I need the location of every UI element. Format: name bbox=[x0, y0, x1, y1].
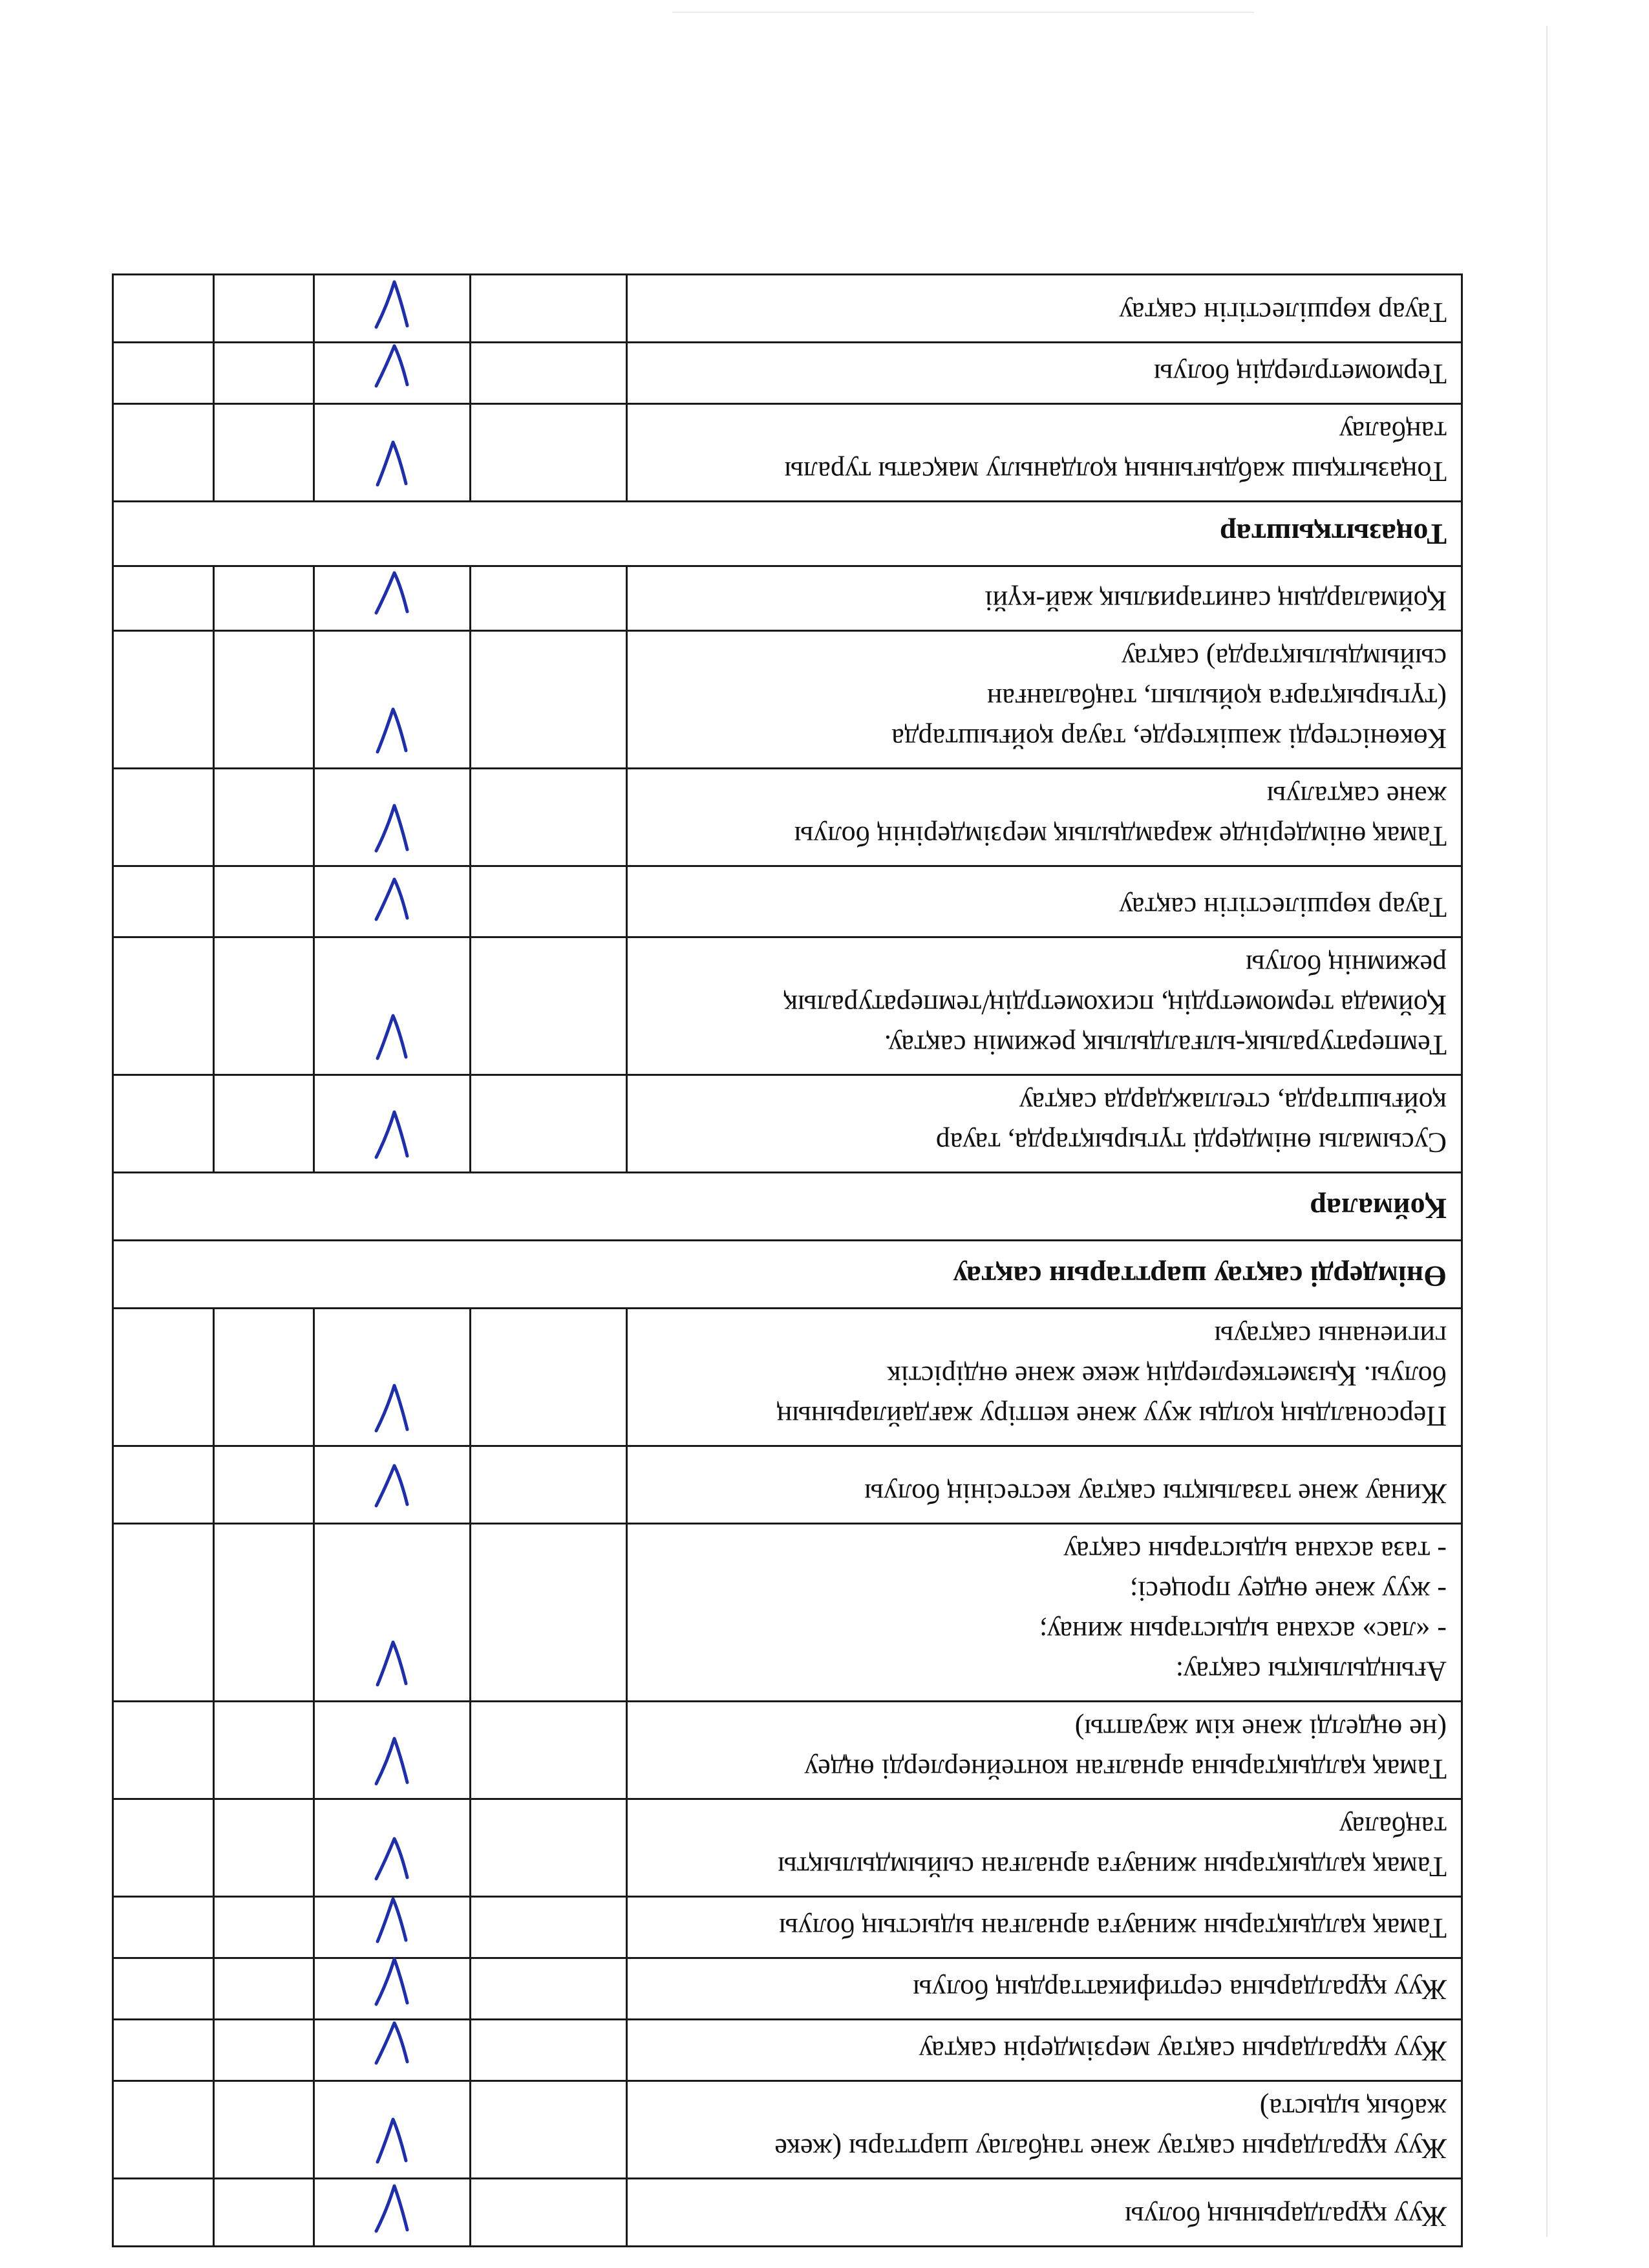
mark-cell bbox=[314, 2081, 471, 2179]
empty-cell bbox=[471, 937, 627, 1075]
empty-cell bbox=[113, 1897, 214, 1958]
empty-cell bbox=[471, 275, 627, 343]
requirement-text: Сусымалы өнімдерді түгырықтарда, тауар bbox=[935, 1127, 1447, 1159]
empty-cell bbox=[471, 866, 627, 937]
requirement-text: таңбалау bbox=[1339, 416, 1447, 447]
mark-cell bbox=[314, 1524, 471, 1702]
checklist-row bbox=[113, 1524, 1462, 1702]
empty-cell bbox=[113, 275, 214, 343]
requirement-cell bbox=[626, 937, 1462, 1075]
empty-cell bbox=[471, 1309, 627, 1446]
requirement-text: Тауар көршілестігін сақтау bbox=[1119, 297, 1447, 328]
mark-cell bbox=[314, 1799, 471, 1897]
handwritten-checkmark-icon bbox=[315, 1076, 469, 1171]
section-heading-text: Өнімдерді сақтау шарттарын сақтау bbox=[953, 1260, 1447, 1293]
empty-cell bbox=[471, 1897, 627, 1958]
requirement-text: Жуу құралдарына сертификаттардың болуы bbox=[913, 1974, 1447, 2006]
handwritten-checkmark-icon bbox=[315, 343, 469, 403]
empty-cell bbox=[213, 1702, 314, 1799]
checklist-row bbox=[113, 937, 1462, 1075]
empty-cell bbox=[113, 1075, 214, 1173]
requirement-text: Ағындылықты сақтау: bbox=[1175, 1656, 1447, 1687]
mark-cell bbox=[314, 937, 471, 1075]
empty-cell bbox=[471, 1799, 627, 1897]
requirement-cell bbox=[626, 275, 1462, 343]
empty-cell bbox=[213, 631, 314, 769]
requirement-cell bbox=[626, 343, 1462, 404]
requirement-text: Тамақ өнімдерінде жарамдылық мерзімдерінің болуы bbox=[794, 820, 1447, 852]
requirement-text: Термометрлердің болуы bbox=[1153, 358, 1447, 390]
empty-cell bbox=[471, 566, 627, 631]
checklist-row bbox=[113, 1446, 1462, 1524]
empty-cell bbox=[213, 1958, 314, 2020]
handwritten-checkmark-icon bbox=[315, 275, 469, 341]
checklist-row bbox=[113, 2179, 1462, 2247]
empty-cell bbox=[213, 1446, 314, 1524]
requirement-text: Жинау және тазалықты сақтау кестесінің болуы bbox=[864, 1478, 1447, 1510]
empty-cell bbox=[213, 866, 314, 937]
empty-cell bbox=[113, 566, 214, 631]
handwritten-checkmark-icon bbox=[315, 2179, 469, 2245]
checklist-row bbox=[113, 1702, 1462, 1799]
empty-cell bbox=[113, 1958, 214, 2020]
requirement-text: Персоналдың қолды жуу және кептіру жағдайларының bbox=[776, 1400, 1447, 1432]
checklist-row bbox=[113, 1799, 1462, 1897]
empty-cell bbox=[213, 404, 314, 502]
empty-cell bbox=[213, 1799, 314, 1897]
requirement-text: (түгырықтарға қойылып, таңбаланған bbox=[986, 683, 1447, 714]
empty-cell bbox=[113, 2020, 214, 2081]
requirement-text: - «лас» асхана ыдыстарын жинау; bbox=[1039, 1616, 1447, 1647]
empty-cell bbox=[113, 1446, 214, 1524]
requirement-text: Қоймалардың санитариялық жай-күйі bbox=[984, 585, 1447, 617]
empty-cell bbox=[213, 1897, 314, 1958]
handwritten-checkmark-icon bbox=[315, 2020, 469, 2080]
requirement-text: таңбалау bbox=[1339, 1811, 1447, 1843]
empty-cell bbox=[113, 1309, 214, 1446]
requirement-text: және сақталуы bbox=[1266, 780, 1447, 812]
empty-cell bbox=[471, 404, 627, 502]
checklist-row bbox=[113, 566, 1462, 631]
handwritten-checkmark-icon bbox=[315, 938, 469, 1074]
requirement-text: - жуу және өңдеу процесі; bbox=[1129, 1576, 1447, 1607]
empty-cell bbox=[113, 2081, 214, 2179]
requirement-text: қойғыштарда, стеллаждарда сақтау bbox=[1019, 1087, 1447, 1118]
empty-cell bbox=[213, 566, 314, 631]
empty-cell bbox=[213, 1309, 314, 1446]
empty-cell bbox=[471, 2020, 627, 2081]
checklist-table bbox=[112, 273, 1463, 2247]
empty-cell bbox=[113, 343, 214, 404]
handwritten-checkmark-icon bbox=[315, 1898, 469, 1957]
requirement-cell bbox=[626, 2081, 1462, 2179]
empty-cell bbox=[113, 404, 214, 502]
empty-cell bbox=[113, 1524, 214, 1702]
handwritten-checkmark-icon bbox=[315, 567, 469, 630]
empty-cell bbox=[213, 1524, 314, 1702]
empty-cell bbox=[471, 343, 627, 404]
empty-cell bbox=[471, 1958, 627, 2020]
mark-cell bbox=[314, 1075, 471, 1173]
requirement-text: Көкөністерді жәшіктерде, тауар қойғыштарда bbox=[891, 723, 1447, 754]
requirement-text: (не өңделді және кім жауапты) bbox=[1074, 1713, 1447, 1745]
requirement-text: Тамақ қалдықтарын жинауға арналған ыдыстың болуы bbox=[779, 1912, 1447, 1944]
checklist-row bbox=[113, 769, 1462, 866]
mark-cell bbox=[314, 2020, 471, 2081]
checklist-row bbox=[113, 631, 1462, 769]
mark-cell bbox=[314, 404, 471, 502]
requirement-text: болуы. Қызметкерлердің жеке және өндірістік bbox=[887, 1360, 1447, 1392]
empty-cell bbox=[471, 2081, 627, 2179]
requirement-cell bbox=[626, 1702, 1462, 1799]
requirement-cell bbox=[626, 1446, 1462, 1524]
empty-cell bbox=[213, 2179, 314, 2247]
requirement-cell bbox=[626, 1897, 1462, 1958]
requirement-cell bbox=[626, 566, 1462, 631]
empty-cell bbox=[213, 769, 314, 866]
requirement-cell bbox=[626, 404, 1462, 502]
handwritten-checkmark-icon bbox=[315, 1309, 469, 1445]
handwritten-checkmark-icon bbox=[315, 1524, 469, 1700]
requirement-cell bbox=[626, 1309, 1462, 1446]
requirement-text: гигиенаны сақтауы bbox=[1214, 1320, 1447, 1352]
empty-cell bbox=[113, 1702, 214, 1799]
requirement-text: Жуу құралдарының болуы bbox=[1125, 2201, 1447, 2232]
empty-cell bbox=[213, 2020, 314, 2081]
empty-cell bbox=[113, 631, 214, 769]
handwritten-checkmark-icon bbox=[315, 632, 469, 767]
section-heading bbox=[113, 502, 1462, 566]
requirement-cell bbox=[626, 2020, 1462, 2081]
section-heading-text: Қоймалар bbox=[1310, 1192, 1447, 1225]
checklist-row bbox=[113, 1309, 1462, 1446]
checklist-row bbox=[113, 1897, 1462, 1958]
checklist-row bbox=[113, 1075, 1462, 1173]
requirement-cell bbox=[626, 1524, 1462, 1702]
section-heading bbox=[113, 1173, 1462, 1241]
handwritten-checkmark-icon bbox=[315, 1959, 469, 2018]
empty-cell bbox=[213, 2081, 314, 2179]
empty-cell bbox=[213, 1075, 314, 1173]
empty-cell bbox=[471, 1702, 627, 1799]
section-row bbox=[113, 1173, 1462, 1241]
handwritten-checkmark-icon bbox=[315, 1800, 469, 1896]
section-heading-text: Тоңазытқыштар bbox=[1219, 518, 1447, 551]
requirement-text: жабық ыдыста) bbox=[1259, 2093, 1447, 2124]
mark-cell bbox=[314, 1702, 471, 1799]
mark-cell bbox=[314, 566, 471, 631]
requirement-cell bbox=[626, 1075, 1462, 1173]
empty-cell bbox=[471, 1524, 627, 1702]
empty-cell bbox=[213, 343, 314, 404]
handwritten-checkmark-icon bbox=[315, 769, 469, 865]
empty-cell bbox=[471, 2179, 627, 2247]
checklist-row bbox=[113, 866, 1462, 937]
empty-cell bbox=[113, 1799, 214, 1897]
mark-cell bbox=[314, 275, 471, 343]
empty-cell bbox=[213, 275, 314, 343]
empty-cell bbox=[113, 769, 214, 866]
section-heading bbox=[113, 1241, 1462, 1309]
handwritten-checkmark-icon bbox=[315, 405, 469, 500]
requirement-text: Тамақ қалдықтарына арналған контейнерлерді өңдеу bbox=[804, 1753, 1447, 1785]
section-row bbox=[113, 1241, 1462, 1309]
checklist-body bbox=[113, 275, 1462, 2247]
empty-cell bbox=[113, 866, 214, 937]
checklist-row bbox=[113, 275, 1462, 343]
requirement-cell bbox=[626, 866, 1462, 937]
mark-cell bbox=[314, 343, 471, 404]
checklist-row bbox=[113, 343, 1462, 404]
requirement-text: Жуу құралдарын сақтау мерзімдерін сақтау bbox=[919, 2035, 1447, 2067]
requirement-text: Тамақ қалдықтарын жинауға арналған сыйымдылықты bbox=[778, 1851, 1447, 1883]
mark-cell bbox=[314, 631, 471, 769]
handwritten-checkmark-icon bbox=[315, 867, 469, 936]
handwritten-checkmark-icon bbox=[315, 2082, 469, 2177]
requirement-text: Тауар көршілестігін сақтау bbox=[1119, 892, 1447, 923]
requirement-text: Қоймада термометрдің, психометрдің/температуралық bbox=[783, 989, 1447, 1021]
requirement-text: Жуу құралдарын сақтау және таңбалау шарттары (жеке bbox=[774, 2133, 1447, 2165]
empty-cell bbox=[113, 2179, 214, 2247]
mark-cell bbox=[314, 1958, 471, 2020]
handwritten-checkmark-icon bbox=[315, 1702, 469, 1798]
checklist-row bbox=[113, 2020, 1462, 2081]
requirement-cell bbox=[626, 1799, 1462, 1897]
mark-cell bbox=[314, 1446, 471, 1524]
requirement-cell bbox=[626, 2179, 1462, 2247]
empty-cell bbox=[471, 1446, 627, 1524]
mark-cell bbox=[314, 769, 471, 866]
requirement-text: режимнің болуы bbox=[1246, 949, 1447, 981]
mark-cell bbox=[314, 2179, 471, 2247]
checklist-row bbox=[113, 2081, 1462, 2179]
empty-cell bbox=[471, 1075, 627, 1173]
mark-cell bbox=[314, 1309, 471, 1446]
mark-cell bbox=[314, 866, 471, 937]
checklist-row bbox=[113, 1958, 1462, 2020]
requirement-text: Тоңазытқыш жабдығының қолданылу мақсаты туралы bbox=[784, 456, 1447, 487]
requirement-cell bbox=[626, 769, 1462, 866]
empty-cell bbox=[471, 769, 627, 866]
requirement-text: Температуралық-ылғалдылық режимін сақтау. bbox=[884, 1029, 1447, 1061]
requirement-text: - таза асхана ыдыстарын сақтау bbox=[1063, 1535, 1447, 1567]
checklist-row bbox=[113, 404, 1462, 502]
mark-cell bbox=[314, 1897, 471, 1958]
requirement-cell bbox=[626, 631, 1462, 769]
requirement-cell bbox=[626, 1958, 1462, 2020]
handwritten-checkmark-icon bbox=[315, 1447, 469, 1523]
empty-cell bbox=[471, 631, 627, 769]
section-row bbox=[113, 502, 1462, 566]
empty-cell bbox=[213, 937, 314, 1075]
requirement-text: сыйымдылықтарда) сақтау bbox=[1121, 643, 1447, 674]
empty-cell bbox=[113, 937, 214, 1075]
